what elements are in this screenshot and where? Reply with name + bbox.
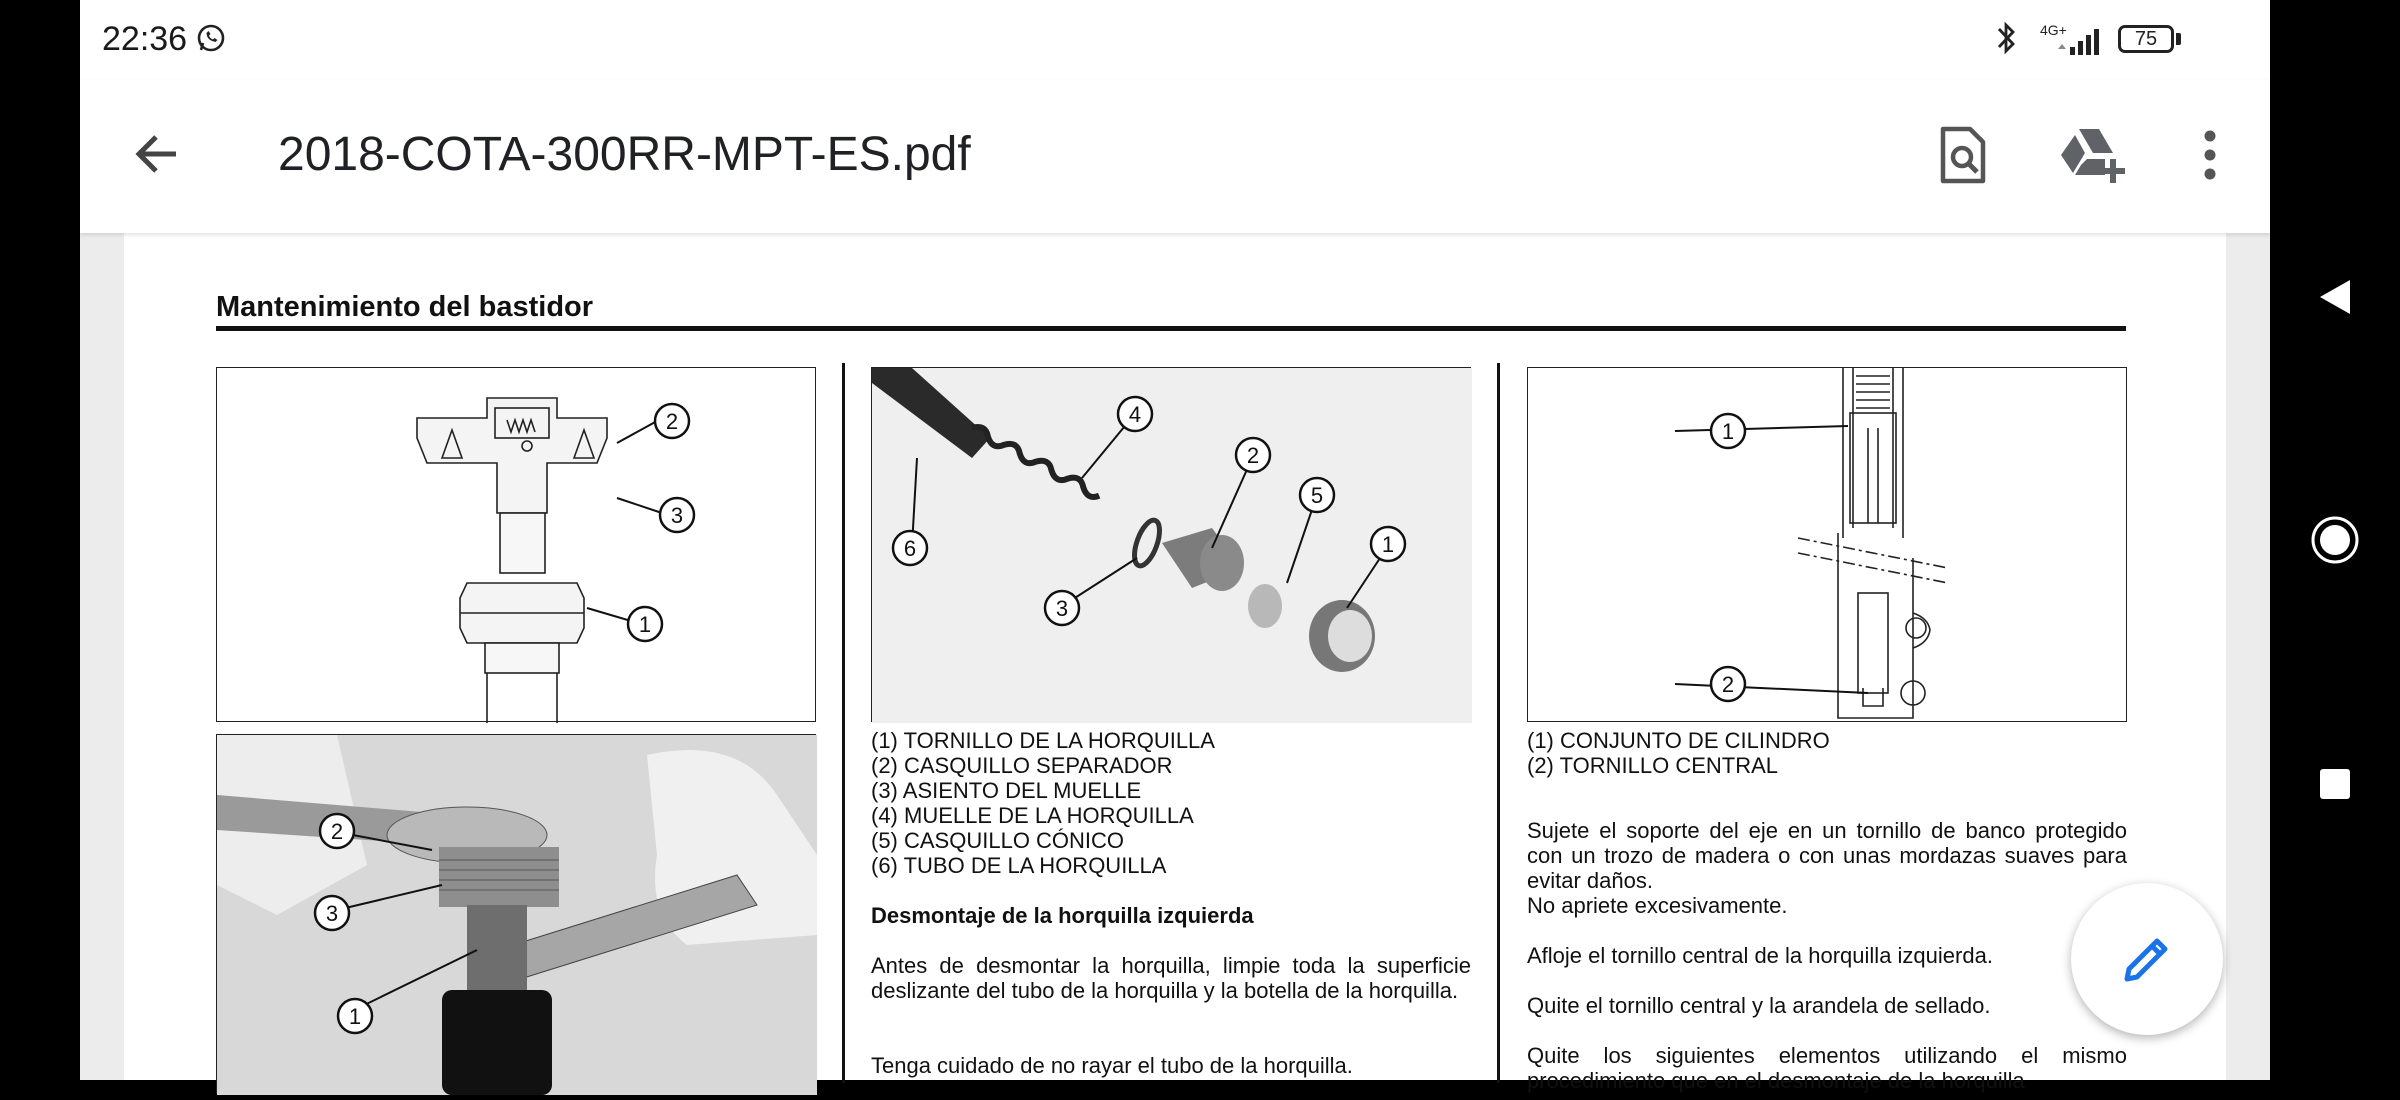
fig3-callout-6: 6 <box>903 536 917 561</box>
caption-item: (4) MUELLE DE LA HORQUILLA <box>871 803 1194 828</box>
app-screen <box>80 0 2270 1093</box>
document-title: 2018-COTA-300RR-MPT-ES.pdf <box>278 128 971 181</box>
battery-level: 75 <box>2134 28 2158 50</box>
status-bar <box>80 0 2270 80</box>
fig3-callout-3: 3 <box>1055 596 1069 621</box>
add-to-drive-button[interactable] <box>2057 120 2127 190</box>
fig3-callout-1: 1 <box>1381 532 1395 557</box>
wrench-photo-drawing <box>217 735 817 1095</box>
col3-paragraph-4: Quite el tornillo central y la arandela de sellado. <box>1527 993 1991 1018</box>
fig1-callout-3: 3 <box>670 503 684 528</box>
more-options-button[interactable] <box>2175 120 2245 190</box>
whatsapp-icon <box>195 22 227 54</box>
col3-paragraph-2: No apriete excesivamente. <box>1527 893 1788 918</box>
fork-cap-diagram <box>216 367 816 722</box>
pdf-page <box>124 233 2226 1093</box>
col2-paragraph-1: Antes de desmontar la horquilla, limpie toda la superficie deslizante del tubo de la horquilla y la botella de la horquilla. <box>871 953 1471 1003</box>
fig3-callout-2: 2 <box>1246 443 1260 468</box>
caption-item: (1) CONJUNTO DE CILINDRO <box>1527 728 1830 753</box>
fig1-callout-1: 1 <box>638 612 652 637</box>
caption-item: (2) TORNILLO CENTRAL <box>1527 753 1779 778</box>
left-fork-removal-heading: Desmontaje de la horquilla izquierda <box>871 903 1254 928</box>
column-divider-2 <box>1497 363 1500 1083</box>
section-title: Mantenimiento del bastidor <box>216 291 594 323</box>
col3-paragraph-1: Sujete el soporte del eje en un tornillo de banco protegido con un trozo de madera o con unas mordazas suaves para evitar daños. <box>1527 818 2127 893</box>
edit-fab-button[interactable] <box>2071 883 2223 1035</box>
fork-leg-drawing <box>1528 368 2128 723</box>
fork-leg-caption-list <box>1527 728 1830 778</box>
caption-item: (5) CASQUILLO CÓNICO <box>871 828 1125 853</box>
find-in-page-button[interactable] <box>1928 120 1998 190</box>
col3-paragraph-5: Quite los siguientes elementos utilizando el mismo procedimiento que en el desmontaje de la horquilla <box>1527 1043 2127 1093</box>
column-divider-1 <box>842 363 845 1083</box>
caption-item: (2) CASQUILLO SEPARADOR <box>871 753 1173 778</box>
fork-cap-drawing <box>217 368 817 723</box>
fig2-callout-3: 3 <box>325 901 339 926</box>
fork-parts-drawing <box>872 368 1472 723</box>
fig2-callout-1: 1 <box>348 1004 362 1029</box>
battery-tip <box>2176 33 2181 45</box>
fig4-callout-1: 1 <box>1721 419 1735 444</box>
battery-icon <box>2118 25 2174 53</box>
more-vert-icon <box>2202 129 2218 181</box>
fig4-callout-2: 2 <box>1721 672 1735 697</box>
nav-home-icon[interactable] <box>2310 515 2360 565</box>
back-arrow-icon[interactable] <box>128 124 188 184</box>
network-type: 4G+ <box>2040 22 2067 38</box>
signal-icon <box>2058 25 2113 57</box>
fig3-callout-5: 5 <box>1310 483 1324 508</box>
status-time: 22:36 <box>102 20 188 58</box>
caption-item: (3) ASIENTO DEL MUELLE <box>871 778 1142 803</box>
add-to-drive-icon <box>2057 125 2127 185</box>
fork-leg-section-diagram <box>1527 367 2127 722</box>
nav-back-icon[interactable] <box>2318 278 2352 316</box>
system-nav-bar <box>2270 0 2400 1080</box>
find-in-page-icon <box>1938 126 1988 184</box>
fork-parts-exploded-diagram <box>871 367 1471 722</box>
pencil-icon <box>2119 931 2175 987</box>
fig3-callout-4: 4 <box>1128 402 1142 427</box>
app-bar <box>80 80 2270 233</box>
fork-parts-caption-list <box>871 728 1215 878</box>
fig1-callout-2: 2 <box>665 409 679 434</box>
caption-item: (6) TUBO DE LA HORQUILLA <box>871 853 1167 878</box>
wrench-photo <box>216 734 816 1094</box>
fig2-callout-2: 2 <box>330 819 344 844</box>
col3-paragraph-3: Afloje el tornillo central de la horquilla izquierda. <box>1527 943 1993 968</box>
title-rule <box>216 326 2126 331</box>
bluetooth-icon <box>1995 18 2019 58</box>
nav-recents-icon[interactable] <box>2318 767 2352 801</box>
caption-item: (1) TORNILLO DE LA HORQUILLA <box>871 728 1215 753</box>
col2-paragraph-2: Tenga cuidado de no rayar el tubo de la horquilla. <box>871 1053 1353 1078</box>
